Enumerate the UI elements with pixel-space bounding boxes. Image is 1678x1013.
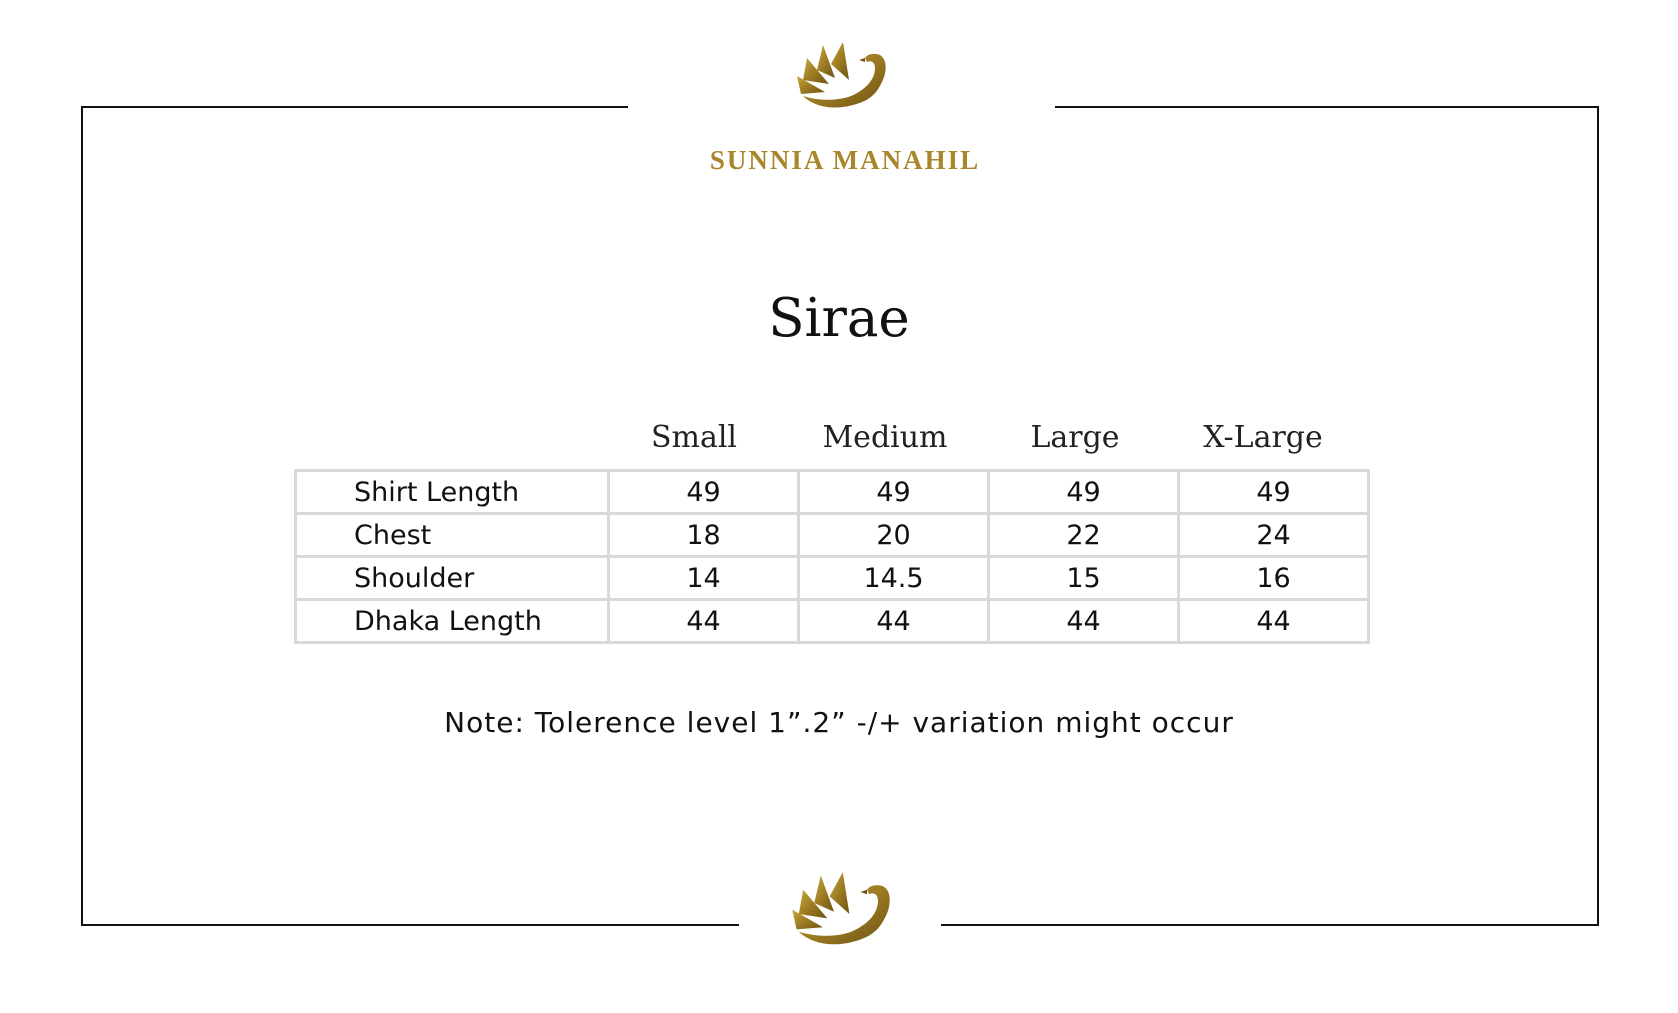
frame-top-right-line	[1055, 106, 1599, 108]
table-cell: 22	[989, 514, 1179, 557]
table-cell: 20	[799, 514, 989, 557]
table-cell: 49	[799, 471, 989, 514]
frame-right-line	[1597, 106, 1599, 926]
table-cell: 15	[989, 557, 1179, 600]
row-label: Shirt Length	[296, 471, 609, 514]
table-cell: 44	[1179, 600, 1369, 643]
frame-left-line	[81, 106, 83, 926]
table-cell: 49	[609, 471, 799, 514]
table-cell: 24	[1179, 514, 1369, 557]
tolerance-note: Note: Tolerence level 1”.2” -/+ variation might occur	[444, 706, 1234, 739]
frame-bottom-right-line	[941, 924, 1599, 926]
table-cell: 16	[1179, 557, 1369, 600]
table-cell: 14.5	[799, 557, 989, 600]
page-title: Sirae	[768, 288, 910, 349]
table-cell: 49	[989, 471, 1179, 514]
col-header-medium: Medium	[822, 420, 948, 455]
table-row	[296, 514, 1369, 557]
col-header-xlarge: X-Large	[1203, 420, 1323, 455]
swan-icon	[790, 866, 900, 962]
table-cell: 44	[989, 600, 1179, 643]
table-cell: 44	[609, 600, 799, 643]
row-label: Shoulder	[296, 557, 609, 600]
table-cell: 49	[1179, 471, 1369, 514]
table-cell: 18	[609, 514, 799, 557]
col-header-small: Small	[650, 420, 738, 455]
table-row	[296, 557, 1369, 600]
col-header-large: Large	[1030, 420, 1120, 455]
frame-bottom-left-line	[81, 924, 739, 926]
row-label: Chest	[296, 514, 609, 557]
brand-name: SUNNIA MANAHIL	[709, 145, 981, 175]
row-label: Dhaka Length	[296, 600, 609, 643]
table-cell: 14	[609, 557, 799, 600]
size-chart-table	[294, 469, 1370, 644]
table-cell: 44	[799, 600, 989, 643]
frame-top-left-line	[81, 106, 628, 108]
table-row	[296, 600, 1369, 643]
swan-icon	[795, 40, 895, 120]
table-row	[296, 471, 1369, 514]
